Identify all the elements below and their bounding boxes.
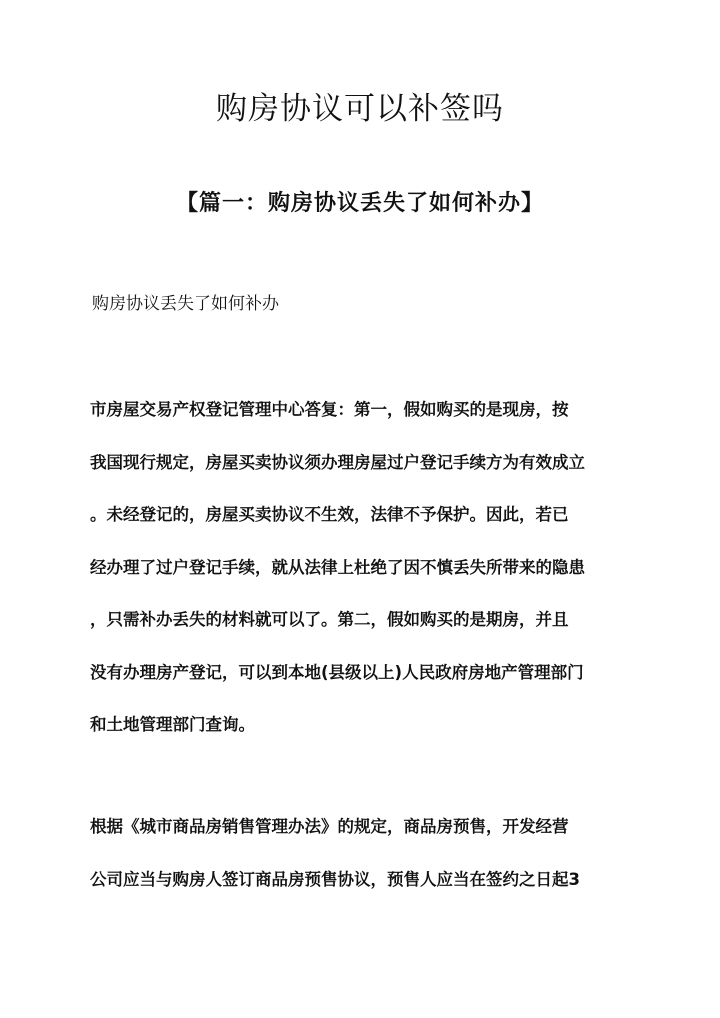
subheading: 购房协议丢失了如何补办 bbox=[92, 294, 279, 314]
paragraph-line: 市房屋交易产权登记管理中心答复：第一，假如购买的是现房，按 bbox=[90, 400, 569, 419]
paragraph-1 bbox=[90, 395, 650, 763]
paragraph-2 bbox=[90, 812, 650, 917]
paragraph-line: 公司应当与购房人签订商品房预售协议，预售人应当在签约之日起3 bbox=[90, 869, 580, 889]
paragraph-line: 根据《城市商品房销售管理办法》的规定，商品房预售，开发经营 bbox=[90, 817, 569, 836]
section-heading: 【篇一：购房协议丢失了如何补办】 bbox=[175, 191, 544, 216]
document-title: 购房协议可以补签吗 bbox=[216, 91, 504, 127]
paragraph-line: 。未经登记的，房屋买卖协议不生效，法律不予保护。因此，若已 bbox=[90, 505, 569, 524]
paragraph-line: 没有办理房产登记，可以到本地(县级以上)人民政府房地产管理部门 bbox=[90, 662, 584, 682]
paragraph-line: 我国现行规定，房屋买卖协议须办理房屋过户登记手续方为有效成立 bbox=[90, 452, 585, 472]
paragraph-line: 经办理了过户登记手续，就从法律上杜绝了因不慎丢失所带来的隐患 bbox=[90, 557, 585, 577]
paragraph-line: 和土地管理部门查询。 bbox=[90, 715, 255, 734]
paragraph-line: ，只需补办丢失的材料就可以了。第二，假如购买的是期房，并且 bbox=[90, 610, 569, 629]
